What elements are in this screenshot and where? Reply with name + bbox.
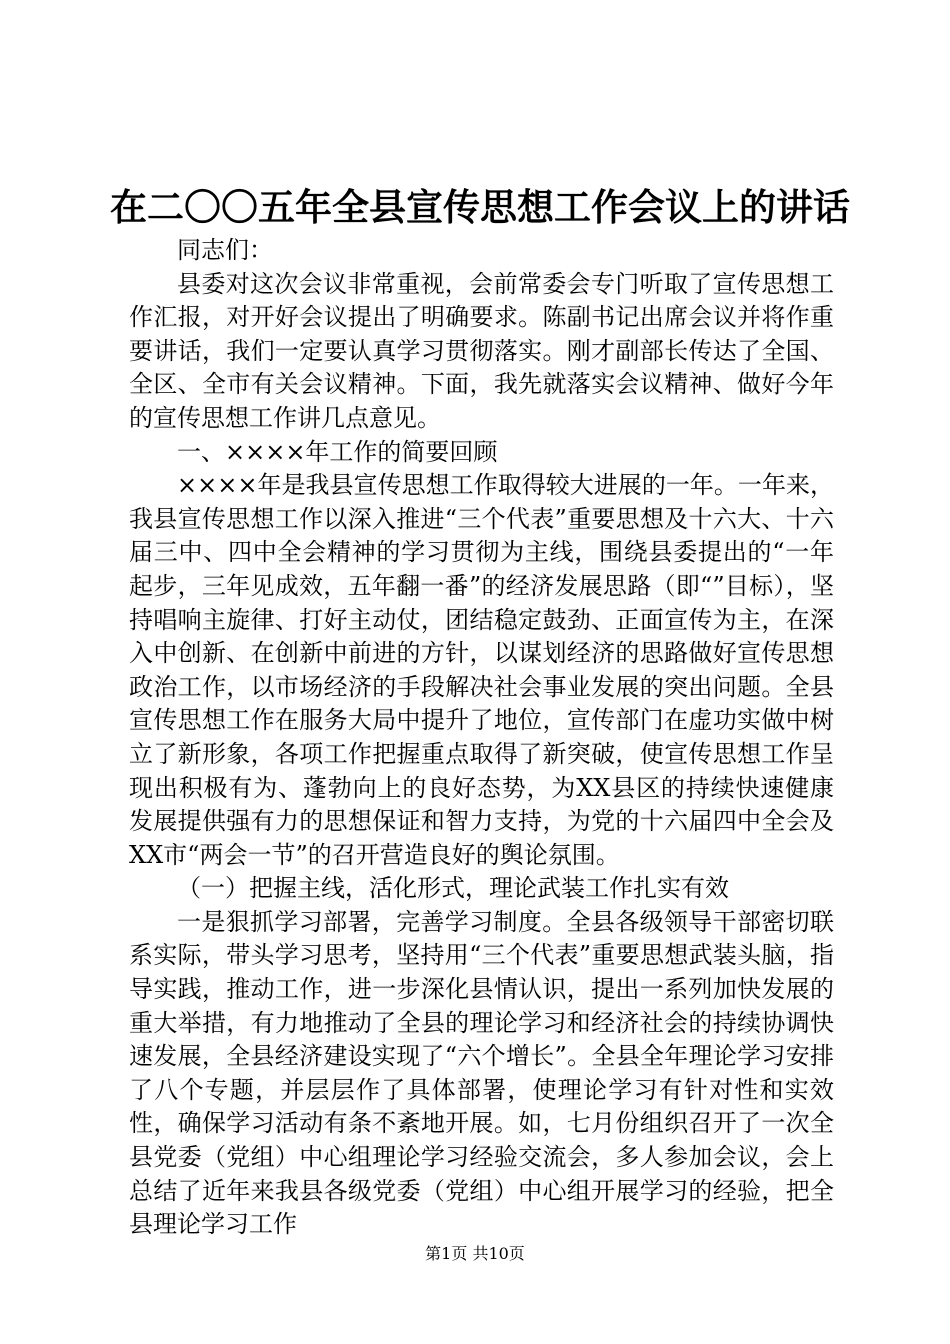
intro-paragraph: 县委对这次会议非常重视，会前常委会专门听取了宣传思想工作汇报，对开好会议提出了明确要求。陈副书记出席会议并将作重要讲话，我们一定要认真学习贯彻落实。刚才副部长传达了全国、全区、全市有关会议精神。下面，我先就落实会议精神、做好今年的宣传思想工作讲几点意见。 (129, 269, 834, 432)
salutation-paragraph: 同志们： (177, 236, 273, 264)
document-title: 在二〇〇五年全县宣传思想工作会议上的讲话 (110, 186, 850, 229)
study-paragraph: 一是狠抓学习部署，完善学习制度。全县各级领导干部密切联系实际，带头学习思考，坚持用“三个代表”重要思想武装头脑，指导实践，推动工作，进一步深化县情认识，提出一系列加快发展的重大举措，有力地推动了全县的理论学习和经济社会的持续协调快速发展，全县经济建设实现了“六个增长”。全县全年理论学习安排了八个专题，并层层作了具体部署，使理论学习有针对性和实效性，确保学习活动有条不紊地开展。如，七月份组织召开了一次全县党委（党组）中心组理论学习经验交流会，多人参加会议，会上总结了近年来我县各级党委（党组）中心组开展学习的经验，把全县理论学习工作 (129, 907, 834, 1239)
document-body (129, 234, 834, 1242)
review-paragraph: ××××年是我县宣传思想工作取得较大进展的一年。一年来，我县宣传思想工作以深入推进“三个代表”重要思想及十六大、十六届三中、四中全会精神的学习贯彻为主线，围绕县委提出的“一年起步，三年见成效，五年翻一番”的经济发展思路（即“”目标），坚持唱响主旋律、打好主动仗，团结稳定鼓劲、正面宣传为主，在深入中创新、在创新中前进的方针，以谋划经济的思路做好宣传思想政治工作，以市场经济的手段解决社会事业发展的突出问题。全县宣传思想工作在服务大局中提升了地位，宣传部门在虚功实做中树立了新形象，各项工作把握重点取得了新突破，使宣传思想工作呈现出积极有为、蓬勃向上的良好态势，为XX县区的持续快速健康发展提供强有力的思想保证和智力支持，为党的十六届四中全会及XX市“两会一节”的召开营造良好的舆论氛围。 (129, 471, 834, 869)
subsection-heading: （一）把握主线，活化形式，理论武装工作扎实有效 (177, 874, 729, 903)
page-number-footer: 第1页 共10页 (425, 1244, 525, 1263)
section-heading: 一、××××年工作的简要回顾 (177, 437, 498, 466)
